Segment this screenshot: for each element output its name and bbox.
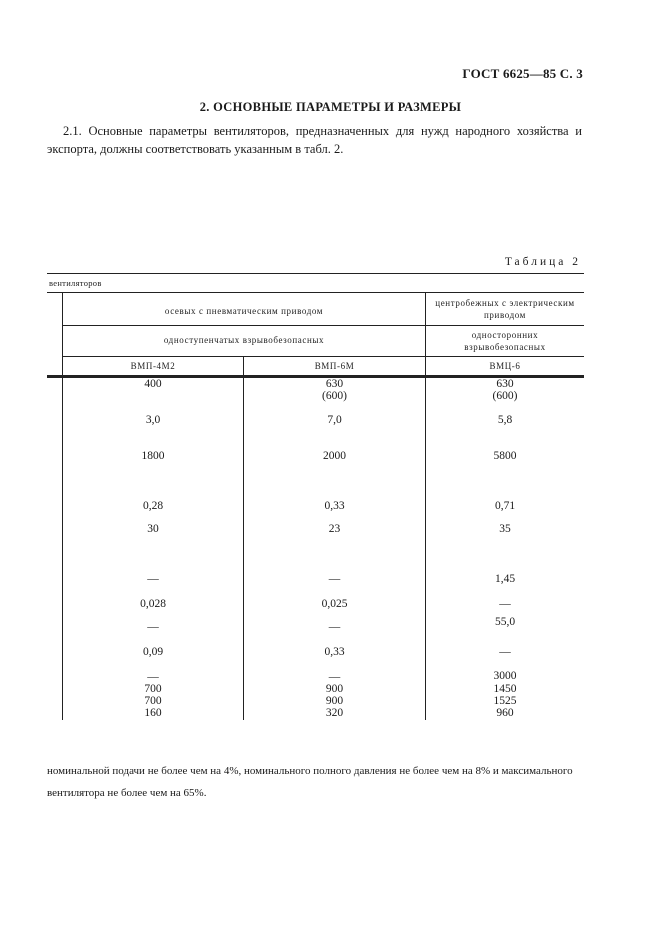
table-cell: 0,33 xyxy=(324,500,345,512)
table-cell: 30 xyxy=(147,523,159,535)
table-cell: 5800 xyxy=(493,450,517,462)
table-cell: 900 xyxy=(325,683,344,695)
table-cell: — xyxy=(328,621,341,633)
table-cell: (600) xyxy=(322,390,347,402)
group1-header: осевых с пневматическим приводом xyxy=(164,306,324,316)
table-cell: 900 xyxy=(325,695,344,707)
table-cell: — xyxy=(328,671,341,683)
column-header: ВМП-4М2 xyxy=(130,361,176,371)
table-cell: — xyxy=(147,573,159,585)
table-cell: 55,0 xyxy=(494,616,516,628)
table-cell: 3000 xyxy=(493,670,517,682)
sub1-header: одноступенчатых взрывобезопасных xyxy=(163,335,325,345)
group2-header: центробежных с электрическим приводом xyxy=(435,298,575,320)
table-cell: 5,8 xyxy=(497,414,513,426)
column-header: ВМЦ-6 xyxy=(489,361,521,371)
table-rule xyxy=(62,356,584,357)
table-cell: 1450 xyxy=(493,683,517,695)
table-rule xyxy=(62,325,584,326)
table-cell: 630 xyxy=(325,378,344,390)
table-cell: 960 xyxy=(496,707,514,719)
table-cell: 0,71 xyxy=(494,500,516,512)
table-cell: — xyxy=(147,621,159,633)
table-cell: — xyxy=(147,671,159,683)
table-cell: 23 xyxy=(328,523,341,535)
footer-line: вентилятора не более чем на 65%. xyxy=(47,787,207,799)
sub2-header: односторонних взрывобезопасных xyxy=(464,330,546,352)
column-header: ВМП-6М xyxy=(314,361,355,371)
table-cell: 700 xyxy=(144,695,162,707)
table-cell: 0,33 xyxy=(324,646,345,658)
table-cell: (600) xyxy=(492,390,518,402)
table-divider xyxy=(243,356,244,720)
table-cell: 35 xyxy=(499,523,511,535)
table-cell: 0,028 xyxy=(140,598,166,610)
table-corner-text: вентиляторов xyxy=(49,278,102,288)
table-cell: 2000 xyxy=(323,450,346,462)
table-cell: 0,09 xyxy=(142,646,164,658)
table-cell: 630 xyxy=(496,378,514,390)
section-title: 2. ОСНОВНЫЕ ПАРАМЕТРЫ И РАЗМЕРЫ xyxy=(199,100,462,114)
table-cell: 1,45 xyxy=(494,573,516,585)
intro-paragraph: 2.1. Основные параметры вентиляторов, предназначенных для нужд народного хозяйства и экспорта, должны соответствовать указанным в табл. 2. xyxy=(47,124,582,156)
table-cell: 160 xyxy=(144,707,162,719)
table-cell: — xyxy=(328,573,341,585)
table-label: Таблица 2 xyxy=(504,256,581,268)
table-rule xyxy=(47,292,584,293)
table-cell: 400 xyxy=(144,378,162,390)
table-cell: 3,0 xyxy=(145,414,161,426)
table-cell: 0,025 xyxy=(321,598,348,610)
page-header: ГОСТ 6625—85 С. 3 xyxy=(462,66,583,81)
table-cell: — xyxy=(499,598,511,610)
table-cell: 7,0 xyxy=(327,414,342,426)
table-cell: 0,28 xyxy=(142,500,164,512)
table-cell: 1525 xyxy=(493,695,517,707)
footer-line: номинальной подачи не более чем на 4%, номинального полного давления не более чем на 8% и максимального xyxy=(47,765,573,777)
table-cell: 320 xyxy=(325,707,344,719)
table-top-rule xyxy=(47,273,584,274)
table-cell: 700 xyxy=(144,683,162,695)
table-cell: 1800 xyxy=(141,450,165,462)
table-cell: — xyxy=(499,646,511,658)
